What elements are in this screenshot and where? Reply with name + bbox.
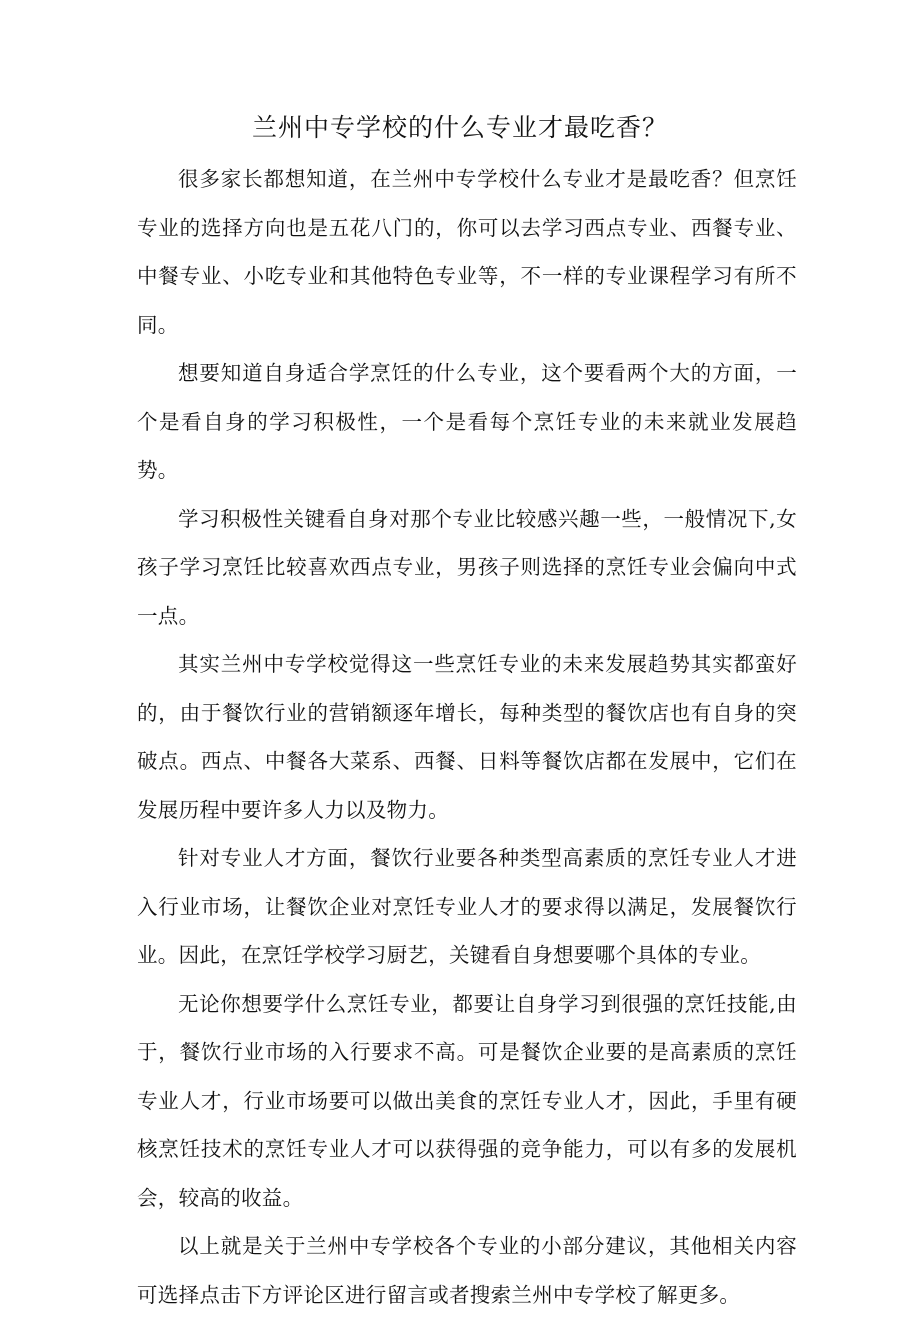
paragraph-3: 学习积极性关键看自身对那个专业比较感兴趣一些，一般情况下,女孩子学习烹饪比较喜欢西点专业，男孩子则选择的烹饪专业会偏向中式一点。 (137, 506, 797, 628)
paragraph-5: 针对专业人才方面，餐饮行业要各种类型高素质的烹饪专业人才进入行业市场，让餐饮企业对烹饪专业人才的要求得以满足，发展餐饮行业。因此，在烹饪学校学习厨艺，关键看自身想要哪个具体的专业。 (137, 846, 797, 967)
paragraph-1: 很多家长都想知道，在兰州中专学校什么专业才是最吃香？但烹饪专业的选择方向也是五花八门的，你可以去学习西点专业、西餐专业、中餐专业、小吃专业和其他特色专业等，不一样的专业课程学习有所不同。 (137, 167, 797, 337)
paragraph-6: 无论你想要学什么烹饪专业，都要让自身学习到很强的烹饪技能,由于，餐饮行业市场的入行要求不高。可是餐饮企业要的是高素质的烹饪专业人才，行业市场要可以做出美食的烹饪专业人才，因此，手里有硬核烹饪技术的烹饪专业人才可以获得强的竞争能力，可以有多的发展机会，较高的收益。 (137, 991, 797, 1210)
document-title: 兰州中专学校的什么专业才最吃香？ (251, 113, 668, 142)
paragraph-4: 其实兰州中专学校觉得这一些烹饪专业的未来发展趋势其实都蛮好的，由于餐饮行业的营销额逐年增长，每种类型的餐饮店也有自身的突破点。西点、中餐各大菜系、西餐、日料等餐饮店都在发展中，它们在发展历程中要许多人力以及物力。 (137, 652, 797, 822)
document-body (137, 155, 797, 1319)
paragraph-2: 想要知道自身适合学烹饪的什么专业，这个要看两个大的方面，一个是看自身的学习积极性，一个是看每个烹饪专业的未来就业发展趋势。 (137, 361, 797, 482)
paragraph-7: 以上就是关于兰州中专学校各个专业的小部分建议，其他相关内容可选择点击下方评论区进行留言或者搜索兰州中专学校了解更多。 (137, 1234, 797, 1307)
